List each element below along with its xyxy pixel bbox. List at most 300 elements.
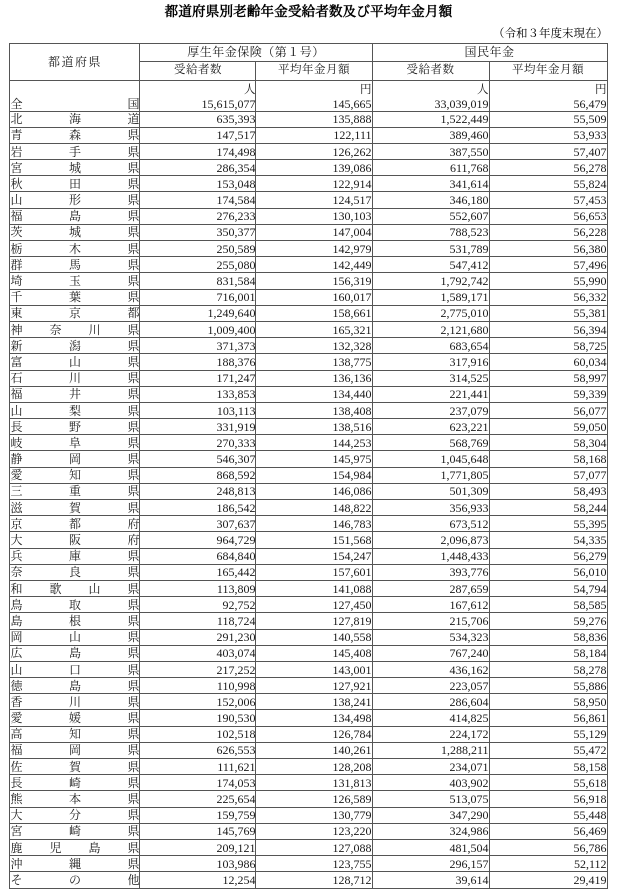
cell-total-kokumin-average: 円 56,479 bbox=[489, 80, 607, 111]
cell-kokumin-average: 58,493 bbox=[489, 483, 607, 499]
table-row bbox=[10, 435, 607, 451]
cell-kokumin-average: 59,339 bbox=[489, 386, 607, 402]
cell-kosei-average: 157,601 bbox=[256, 564, 372, 580]
cell-kosei-average: 138,241 bbox=[256, 694, 372, 710]
cell-total-kokumin-recipients: 人 33,039,019 bbox=[372, 80, 489, 111]
row-label-prefecture: 鳥取県 bbox=[10, 597, 140, 612]
row-label-prefecture: 静岡県 bbox=[10, 452, 140, 467]
cell-kosei-average: 158,661 bbox=[256, 305, 372, 321]
row-label-prefecture: 徳島県 bbox=[10, 678, 140, 693]
cell-kosei-average: 140,558 bbox=[256, 629, 372, 645]
cell-kokumin-recipients: 317,916 bbox=[372, 354, 489, 370]
cell-kosei-recipients: 110,998 bbox=[140, 678, 256, 694]
cell-kosei-average: 135,888 bbox=[256, 111, 372, 127]
cell-kosei-average: 127,450 bbox=[256, 597, 372, 613]
cell-kokumin-recipients: 387,550 bbox=[372, 143, 489, 159]
cell-kosei-recipients: 186,542 bbox=[140, 500, 256, 516]
cell-kokumin-recipients: 393,776 bbox=[372, 564, 489, 580]
cell-kokumin-average: 55,448 bbox=[489, 807, 607, 823]
cell-kokumin-recipients: 2,121,680 bbox=[372, 321, 489, 337]
cell-kokumin-average: 59,276 bbox=[489, 613, 607, 629]
row-label-total: 全国 bbox=[10, 80, 140, 111]
cell-kokumin-recipients: 296,157 bbox=[372, 856, 489, 872]
cell-kosei-recipients: 868,592 bbox=[140, 467, 256, 483]
cell-kokumin-average: 55,472 bbox=[489, 742, 607, 758]
cell-kosei-recipients: 831,584 bbox=[140, 273, 256, 289]
table-row bbox=[10, 807, 607, 823]
table-row bbox=[10, 823, 607, 839]
row-label-prefecture: 滋賀県 bbox=[10, 500, 140, 515]
table-row bbox=[10, 127, 607, 143]
cell-kosei-recipients: 113,809 bbox=[140, 580, 256, 596]
cell-kosei-average: 146,086 bbox=[256, 483, 372, 499]
cell-kokumin-average: 58,304 bbox=[489, 435, 607, 451]
cell-kosei-average: 131,813 bbox=[256, 775, 372, 791]
table-row bbox=[10, 580, 607, 596]
cell-kokumin-average: 58,836 bbox=[489, 629, 607, 645]
cell-kosei-average: 138,408 bbox=[256, 402, 372, 418]
cell-kokumin-recipients: 547,412 bbox=[372, 257, 489, 273]
row-label-prefecture: 山形県 bbox=[10, 193, 140, 208]
cell-kokumin-recipients: 1,792,742 bbox=[372, 273, 489, 289]
table-row bbox=[10, 516, 607, 532]
cell-kosei-recipients: 190,530 bbox=[140, 710, 256, 726]
table-row bbox=[10, 710, 607, 726]
row-label-prefecture: 北海道 bbox=[10, 112, 140, 127]
cell-kosei-average: 124,517 bbox=[256, 192, 372, 208]
cell-kokumin-average: 58,278 bbox=[489, 661, 607, 677]
cell-kokumin-average: 55,886 bbox=[489, 678, 607, 694]
cell-kosei-average: 128,208 bbox=[256, 759, 372, 775]
cell-kokumin-average: 56,279 bbox=[489, 548, 607, 564]
cell-kokumin-recipients: 1,522,449 bbox=[372, 111, 489, 127]
unit-label-persons-2: 人 bbox=[477, 84, 489, 97]
cell-kokumin-average: 55,129 bbox=[489, 726, 607, 742]
row-label-prefecture: 栃木県 bbox=[10, 241, 140, 256]
row-label-prefecture: 東京都 bbox=[10, 306, 140, 321]
row-label-prefecture: 茨城県 bbox=[10, 225, 140, 240]
cell-kosei-recipients: 153,048 bbox=[140, 176, 256, 192]
row-label-prefecture: 千葉県 bbox=[10, 290, 140, 305]
column-header-kokumin-average: 平均年金月額 bbox=[489, 62, 607, 81]
cell-kosei-average: 148,822 bbox=[256, 500, 372, 516]
table-row bbox=[10, 500, 607, 516]
row-label-prefecture: 長崎県 bbox=[10, 775, 140, 790]
cell-kokumin-recipients: 347,290 bbox=[372, 807, 489, 823]
cell-kosei-recipients: 286,354 bbox=[140, 160, 256, 176]
row-label-prefecture: 香川県 bbox=[10, 694, 140, 709]
cell-kokumin-average: 56,861 bbox=[489, 710, 607, 726]
cell-kosei-average: 154,247 bbox=[256, 548, 372, 564]
row-label-prefecture: 新潟県 bbox=[10, 338, 140, 353]
cell-kokumin-average: 55,381 bbox=[489, 305, 607, 321]
cell-kokumin-recipients: 623,221 bbox=[372, 419, 489, 435]
cell-kokumin-recipients: 501,309 bbox=[372, 483, 489, 499]
cell-kokumin-average: 60,034 bbox=[489, 354, 607, 370]
as-of-note: （令和３年度末現在） bbox=[493, 27, 608, 40]
table-row bbox=[10, 451, 607, 467]
cell-kosei-recipients: 174,053 bbox=[140, 775, 256, 791]
cell-kosei-recipients: 716,001 bbox=[140, 289, 256, 305]
cell-kokumin-average: 55,824 bbox=[489, 176, 607, 192]
cell-kosei-average: 127,088 bbox=[256, 839, 372, 855]
cell-kokumin-average: 56,010 bbox=[489, 564, 607, 580]
cell-kokumin-recipients: 167,612 bbox=[372, 597, 489, 613]
cell-kosei-recipients: 171,247 bbox=[140, 370, 256, 386]
cell-kosei-average: 151,568 bbox=[256, 532, 372, 548]
cell-kosei-recipients: 248,813 bbox=[140, 483, 256, 499]
cell-kosei-recipients: 684,840 bbox=[140, 548, 256, 564]
cell-kokumin-average: 57,077 bbox=[489, 467, 607, 483]
row-label-prefecture: 広島県 bbox=[10, 646, 140, 661]
cell-kosei-recipients: 118,724 bbox=[140, 613, 256, 629]
column-group-kosei-nenkin: 厚生年金保険（第１号） bbox=[140, 43, 372, 62]
row-label-prefecture: 富山県 bbox=[10, 354, 140, 369]
row-label-prefecture: 沖縄県 bbox=[10, 856, 140, 871]
table-row bbox=[10, 597, 607, 613]
cell-kosei-average: 122,111 bbox=[256, 127, 372, 143]
table-row bbox=[10, 629, 607, 645]
table-row bbox=[10, 532, 607, 548]
cell-kokumin-recipients: 287,659 bbox=[372, 580, 489, 596]
cell-kosei-average: 130,779 bbox=[256, 807, 372, 823]
cell-kosei-average: 147,004 bbox=[256, 224, 372, 240]
row-label-prefecture: 青森県 bbox=[10, 128, 140, 143]
table-row bbox=[10, 192, 607, 208]
row-label-prefecture: 奈良県 bbox=[10, 565, 140, 580]
cell-kosei-recipients: 12,254 bbox=[140, 872, 256, 888]
cell-kosei-recipients: 133,853 bbox=[140, 386, 256, 402]
table-body bbox=[10, 80, 607, 888]
cell-kosei-recipients: 111,621 bbox=[140, 759, 256, 775]
cell-kosei-average: 127,819 bbox=[256, 613, 372, 629]
table-row bbox=[10, 257, 607, 273]
cell-kosei-recipients: 92,752 bbox=[140, 597, 256, 613]
cell-kosei-recipients: 145,769 bbox=[140, 823, 256, 839]
row-label-prefecture: 佐賀県 bbox=[10, 759, 140, 774]
table-row bbox=[10, 726, 607, 742]
table-row bbox=[10, 694, 607, 710]
table-row bbox=[10, 759, 607, 775]
cell-kokumin-recipients: 436,162 bbox=[372, 661, 489, 677]
table-row bbox=[10, 661, 607, 677]
cell-kokumin-average: 56,278 bbox=[489, 160, 607, 176]
cell-kosei-recipients: 102,518 bbox=[140, 726, 256, 742]
cell-kokumin-average: 59,050 bbox=[489, 419, 607, 435]
cell-kosei-recipients: 174,498 bbox=[140, 143, 256, 159]
cell-kosei-recipients: 291,230 bbox=[140, 629, 256, 645]
cell-kosei-average: 140,261 bbox=[256, 742, 372, 758]
cell-kokumin-recipients: 2,775,010 bbox=[372, 305, 489, 321]
cell-kokumin-recipients: 224,172 bbox=[372, 726, 489, 742]
cell-kokumin-average: 56,332 bbox=[489, 289, 607, 305]
cell-kosei-average: 145,975 bbox=[256, 451, 372, 467]
header-row-groups bbox=[10, 43, 607, 62]
table-row bbox=[10, 273, 607, 289]
cell-kokumin-recipients: 513,075 bbox=[372, 791, 489, 807]
cell-kosei-average: 127,921 bbox=[256, 678, 372, 694]
cell-kokumin-average: 54,335 bbox=[489, 532, 607, 548]
table-row bbox=[10, 208, 607, 224]
cell-kokumin-average: 53,933 bbox=[489, 127, 607, 143]
table-row bbox=[10, 160, 607, 176]
cell-kokumin-recipients: 346,180 bbox=[372, 192, 489, 208]
cell-kokumin-recipients: 341,614 bbox=[372, 176, 489, 192]
row-label-prefecture: 大阪府 bbox=[10, 533, 140, 548]
cell-kokumin-average: 56,786 bbox=[489, 839, 607, 855]
column-header-kokumin-recipients: 受給者数 bbox=[372, 62, 489, 81]
cell-kokumin-recipients: 223,057 bbox=[372, 678, 489, 694]
cell-kokumin-recipients: 673,512 bbox=[372, 516, 489, 532]
table-row bbox=[10, 645, 607, 661]
row-label-prefecture: 宮崎県 bbox=[10, 824, 140, 839]
cell-kokumin-recipients: 314,525 bbox=[372, 370, 489, 386]
table-row bbox=[10, 176, 607, 192]
cell-kokumin-average: 54,794 bbox=[489, 580, 607, 596]
table-row bbox=[10, 386, 607, 402]
cell-kosei-average: 144,253 bbox=[256, 435, 372, 451]
table-row bbox=[10, 856, 607, 872]
table-row bbox=[10, 370, 607, 386]
row-label-prefecture: 福井県 bbox=[10, 387, 140, 402]
row-label-prefecture: 長野県 bbox=[10, 419, 140, 434]
cell-kokumin-average: 57,407 bbox=[489, 143, 607, 159]
cell-kosei-recipients: 371,373 bbox=[140, 338, 256, 354]
table-row bbox=[10, 839, 607, 855]
cell-kosei-recipients: 188,376 bbox=[140, 354, 256, 370]
row-label-prefecture: 愛知県 bbox=[10, 468, 140, 483]
cell-kosei-average: 126,262 bbox=[256, 143, 372, 159]
row-label-prefecture: 京都府 bbox=[10, 516, 140, 531]
row-label-prefecture: 愛媛県 bbox=[10, 711, 140, 726]
cell-kosei-recipients: 103,113 bbox=[140, 402, 256, 418]
table-row bbox=[10, 775, 607, 791]
cell-kokumin-average: 56,653 bbox=[489, 208, 607, 224]
row-label-prefecture: 群馬県 bbox=[10, 257, 140, 272]
cell-kokumin-recipients: 414,825 bbox=[372, 710, 489, 726]
cell-kosei-average: 123,755 bbox=[256, 856, 372, 872]
unit-label-persons: 人 bbox=[243, 84, 256, 97]
cell-kokumin-average: 58,725 bbox=[489, 338, 607, 354]
row-label-prefecture: 三重県 bbox=[10, 484, 140, 499]
table-header bbox=[10, 43, 607, 80]
cell-total-kosei-recipients: 人 15,615,077 bbox=[140, 80, 256, 111]
cell-kokumin-recipients: 221,441 bbox=[372, 386, 489, 402]
cell-kosei-average: 138,775 bbox=[256, 354, 372, 370]
cell-kokumin-average: 57,496 bbox=[489, 257, 607, 273]
row-label-prefecture: 埼玉県 bbox=[10, 274, 140, 289]
cell-kokumin-recipients: 215,706 bbox=[372, 613, 489, 629]
cell-kokumin-average: 58,997 bbox=[489, 370, 607, 386]
cell-kosei-average: 141,088 bbox=[256, 580, 372, 596]
cell-kokumin-average: 56,380 bbox=[489, 241, 607, 257]
cell-kosei-average: 130,103 bbox=[256, 208, 372, 224]
cell-kokumin-average: 55,990 bbox=[489, 273, 607, 289]
cell-kokumin-recipients: 324,986 bbox=[372, 823, 489, 839]
cell-kosei-average: 165,321 bbox=[256, 321, 372, 337]
cell-kokumin-average: 55,395 bbox=[489, 516, 607, 532]
cell-kokumin-average: 58,168 bbox=[489, 451, 607, 467]
cell-kokumin-recipients: 1,448,433 bbox=[372, 548, 489, 564]
table-row-total bbox=[10, 80, 607, 111]
table-row bbox=[10, 467, 607, 483]
row-label-prefecture: 岡山県 bbox=[10, 630, 140, 645]
cell-kokumin-recipients: 531,789 bbox=[372, 241, 489, 257]
cell-kosei-recipients: 350,377 bbox=[140, 224, 256, 240]
cell-kokumin-average: 58,184 bbox=[489, 645, 607, 661]
cell-kokumin-recipients: 356,933 bbox=[372, 500, 489, 516]
row-label-prefecture: 宮城県 bbox=[10, 160, 140, 175]
cell-kokumin-recipients: 568,769 bbox=[372, 435, 489, 451]
cell-kokumin-recipients: 1,589,171 bbox=[372, 289, 489, 305]
cell-kosei-average: 126,784 bbox=[256, 726, 372, 742]
cell-total-kosei-average: 円 145,665 bbox=[256, 80, 372, 111]
cell-kokumin-recipients: 611,768 bbox=[372, 160, 489, 176]
cell-kokumin-average: 56,918 bbox=[489, 791, 607, 807]
row-label-prefecture: 岩手県 bbox=[10, 144, 140, 159]
row-label-prefecture: 高知県 bbox=[10, 727, 140, 742]
cell-kosei-average: 142,449 bbox=[256, 257, 372, 273]
cell-kokumin-average: 58,585 bbox=[489, 597, 607, 613]
cell-kosei-recipients: 331,919 bbox=[140, 419, 256, 435]
table-row bbox=[10, 305, 607, 321]
cell-kokumin-average: 55,509 bbox=[489, 111, 607, 127]
row-label-prefecture: 秋田県 bbox=[10, 176, 140, 191]
table-row bbox=[10, 742, 607, 758]
cell-kosei-recipients: 1,009,400 bbox=[140, 321, 256, 337]
cell-kokumin-recipients: 389,460 bbox=[372, 127, 489, 143]
cell-kosei-recipients: 546,307 bbox=[140, 451, 256, 467]
pension-statistics-table bbox=[9, 43, 607, 889]
page-title: 都道府県別老齢年金受給者数及び平均年金月額 bbox=[164, 4, 453, 19]
cell-kosei-average: 122,914 bbox=[256, 176, 372, 192]
cell-kokumin-average: 58,158 bbox=[489, 759, 607, 775]
cell-kosei-recipients: 635,393 bbox=[140, 111, 256, 127]
row-label-prefecture: 神奈川県 bbox=[10, 322, 140, 337]
table-row bbox=[10, 791, 607, 807]
cell-kosei-average: 145,408 bbox=[256, 645, 372, 661]
cell-kosei-recipients: 225,654 bbox=[140, 791, 256, 807]
cell-kokumin-average: 56,469 bbox=[489, 823, 607, 839]
table-row bbox=[10, 338, 607, 354]
row-label-prefecture: 島根県 bbox=[10, 613, 140, 628]
table-row bbox=[10, 483, 607, 499]
table-row bbox=[10, 548, 607, 564]
cell-kosei-average: 128,712 bbox=[256, 872, 372, 888]
cell-kosei-recipients: 174,584 bbox=[140, 192, 256, 208]
cell-kokumin-recipients: 286,604 bbox=[372, 694, 489, 710]
cell-kosei-recipients: 103,986 bbox=[140, 856, 256, 872]
cell-kokumin-average: 58,244 bbox=[489, 500, 607, 516]
cell-kokumin-recipients: 1,045,648 bbox=[372, 451, 489, 467]
table-row bbox=[10, 872, 607, 888]
cell-kosei-recipients: 276,233 bbox=[140, 208, 256, 224]
table-row bbox=[10, 678, 607, 694]
cell-kokumin-recipients: 234,071 bbox=[372, 759, 489, 775]
row-label-prefecture: 石川県 bbox=[10, 371, 140, 386]
row-label-prefecture: その他 bbox=[10, 872, 140, 887]
cell-kosei-average: 134,440 bbox=[256, 386, 372, 402]
cell-kosei-average: 146,783 bbox=[256, 516, 372, 532]
cell-kokumin-average: 29,419 bbox=[489, 872, 607, 888]
row-label-prefecture: 山梨県 bbox=[10, 403, 140, 418]
table-row bbox=[10, 354, 607, 370]
cell-kokumin-recipients: 403,902 bbox=[372, 775, 489, 791]
cell-kosei-recipients: 152,006 bbox=[140, 694, 256, 710]
cell-kosei-average: 154,984 bbox=[256, 467, 372, 483]
row-label-prefecture: 福岡県 bbox=[10, 743, 140, 758]
cell-kosei-recipients: 217,252 bbox=[140, 661, 256, 677]
cell-kosei-recipients: 307,637 bbox=[140, 516, 256, 532]
table-row bbox=[10, 402, 607, 418]
cell-kokumin-recipients: 683,654 bbox=[372, 338, 489, 354]
cell-kosei-average: 139,086 bbox=[256, 160, 372, 176]
row-label-prefecture: 大分県 bbox=[10, 808, 140, 823]
cell-kokumin-recipients: 767,240 bbox=[372, 645, 489, 661]
cell-kokumin-recipients: 1,771,805 bbox=[372, 467, 489, 483]
table-row bbox=[10, 419, 607, 435]
column-group-kokumin-nenkin: 国民年金 bbox=[372, 43, 607, 62]
cell-kokumin-recipients: 788,523 bbox=[372, 224, 489, 240]
cell-kosei-average: 132,328 bbox=[256, 338, 372, 354]
cell-kokumin-average: 57,453 bbox=[489, 192, 607, 208]
cell-kosei-recipients: 250,589 bbox=[140, 241, 256, 257]
unit-label-yen-2: 円 bbox=[595, 84, 607, 97]
cell-kokumin-average: 55,618 bbox=[489, 775, 607, 791]
cell-kokumin-recipients: 481,504 bbox=[372, 839, 489, 855]
cell-kosei-recipients: 1,249,640 bbox=[140, 305, 256, 321]
column-header-kosei-average: 平均年金月額 bbox=[256, 62, 372, 81]
cell-kokumin-average: 52,112 bbox=[489, 856, 607, 872]
cell-kosei-recipients: 403,074 bbox=[140, 645, 256, 661]
cell-kosei-average: 126,589 bbox=[256, 791, 372, 807]
cell-kosei-recipients: 209,121 bbox=[140, 839, 256, 855]
cell-kosei-recipients: 165,442 bbox=[140, 564, 256, 580]
column-header-prefecture: 都道府県 bbox=[10, 43, 140, 80]
cell-kosei-recipients: 255,080 bbox=[140, 257, 256, 273]
table-row bbox=[10, 321, 607, 337]
cell-kosei-average: 134,498 bbox=[256, 710, 372, 726]
table-row bbox=[10, 289, 607, 305]
cell-kosei-average: 143,001 bbox=[256, 661, 372, 677]
unit-label-yen: 円 bbox=[360, 84, 372, 97]
cell-kokumin-average: 56,228 bbox=[489, 224, 607, 240]
cell-kokumin-recipients: 39,614 bbox=[372, 872, 489, 888]
table-row bbox=[10, 613, 607, 629]
row-label-prefecture: 兵庫県 bbox=[10, 549, 140, 564]
row-label-prefecture: 和歌山県 bbox=[10, 581, 140, 596]
row-label-prefecture: 山口県 bbox=[10, 662, 140, 677]
cell-kosei-recipients: 159,759 bbox=[140, 807, 256, 823]
cell-kokumin-recipients: 1,288,211 bbox=[372, 742, 489, 758]
table-row bbox=[10, 143, 607, 159]
cell-kokumin-recipients: 534,323 bbox=[372, 629, 489, 645]
cell-kokumin-recipients: 2,096,873 bbox=[372, 532, 489, 548]
cell-kosei-recipients: 270,333 bbox=[140, 435, 256, 451]
cell-kosei-average: 138,516 bbox=[256, 419, 372, 435]
table-row bbox=[10, 241, 607, 257]
table-row bbox=[10, 111, 607, 127]
cell-kokumin-recipients: 552,607 bbox=[372, 208, 489, 224]
row-label-prefecture: 熊本県 bbox=[10, 792, 140, 807]
table-row bbox=[10, 224, 607, 240]
row-label-prefecture: 岐阜県 bbox=[10, 435, 140, 450]
cell-kokumin-average: 56,394 bbox=[489, 321, 607, 337]
column-header-kosei-recipients: 受給者数 bbox=[140, 62, 256, 81]
row-label-prefecture: 鹿児島県 bbox=[10, 840, 140, 855]
cell-kosei-average: 123,220 bbox=[256, 823, 372, 839]
row-label-prefecture: 福島県 bbox=[10, 209, 140, 224]
